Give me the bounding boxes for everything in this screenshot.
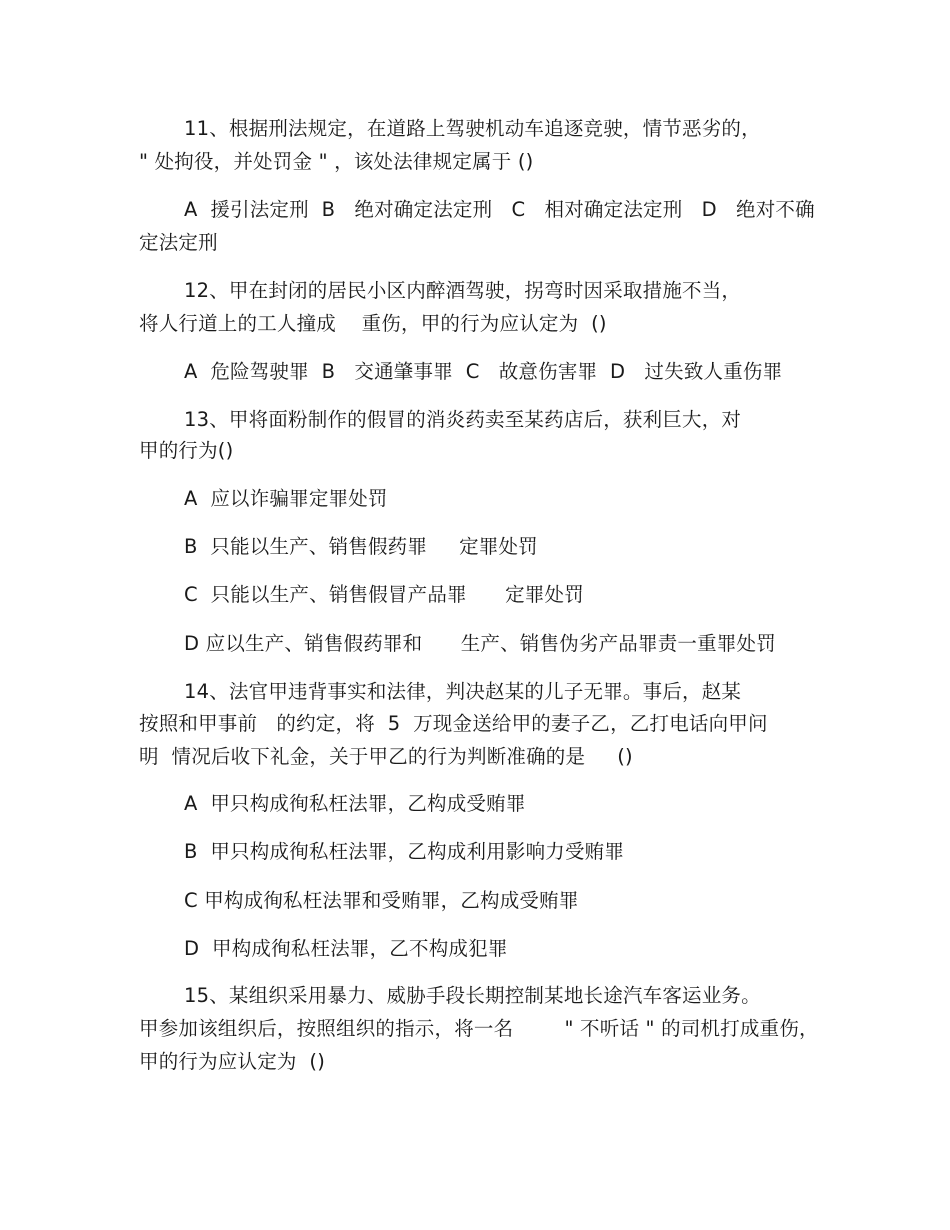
q11-options-line-2: 定法定刑 xyxy=(139,231,218,254)
q13-option-b: B 只能以生产、销售假药罪 定罪处罚 xyxy=(184,535,538,558)
q14-stem-line-2: 按照和甲事前 的约定，将 5 万现金送给甲的妻子乙，乙打电话向甲问 xyxy=(139,712,768,735)
q15-stem-line-2: 甲参加该组织后，按照组织的指示，将一名 " 不听话 " 的司机打成重伤， xyxy=(139,1017,819,1040)
q13-option-a: A 应以诈骗罪定罪处罚 xyxy=(184,487,388,510)
q12-options-line-1: A 危险驾驶罪 B 交通肇事罪 C 故意伤害罪 D 过失致人重伤罪 xyxy=(184,360,783,383)
q13-option-c: C 只能以生产、销售假冒产品罪 定罪处罚 xyxy=(184,583,584,606)
q15-stem-line-3: 甲的行为应认定为 () xyxy=(139,1050,326,1073)
q13-option-d: D 应以生产、销售假药罪和 生产、销售伪劣产品罪责一重罪处罚 xyxy=(184,632,776,655)
q11-stem-line-1: 11、根据刑法规定，在道路上驾驶机动车追逐竞驶，情节恶劣的， xyxy=(184,117,761,140)
q12-stem-line-2: 将人行道上的工人撞成 重伤，甲的行为应认定为 () xyxy=(139,312,607,335)
q12-stem-line-1: 12、甲在封闭的居民小区内醉酒驾驶，拐弯时因采取措施不当， xyxy=(184,279,742,302)
q14-stem-line-3: 明 情况后收下礼金，关于甲乙的行为判断准确的是 () xyxy=(139,745,633,768)
q11-stem-line-2: " 处拘役，并处罚金 " ，该处法律规定属于 () xyxy=(139,150,534,173)
q14-option-d: D 甲构成徇私枉法罪，乙不构成犯罪 xyxy=(184,937,508,960)
q15-stem-line-1: 15、某组织采用暴力、威胁手段长期控制某地长途汽车客运业务。 xyxy=(184,984,761,1007)
q14-option-a: A 甲只构成徇私枉法罪，乙构成受贿罪 xyxy=(184,792,526,815)
q13-stem-line-2: 甲的行为() xyxy=(139,439,234,462)
q14-stem-line-1: 14、法官甲违背事实和法律，判决赵某的儿子无罪。事后，赵某 xyxy=(184,680,742,703)
q14-option-b: B 甲只构成徇私枉法罪，乙构成利用影响力受贿罪 xyxy=(184,840,625,863)
q14-option-c: C 甲构成徇私枉法罪和受贿罪，乙构成受贿罪 xyxy=(184,889,579,912)
q13-stem-line-1: 13、甲将面粉制作的假冒的消炎药卖至某药店后，获利巨大，对 xyxy=(184,408,742,431)
q11-options-line-1: A 援引法定刑 B 绝对确定法定刑 C 相对确定法定刑 D 绝对不确 xyxy=(184,198,815,221)
